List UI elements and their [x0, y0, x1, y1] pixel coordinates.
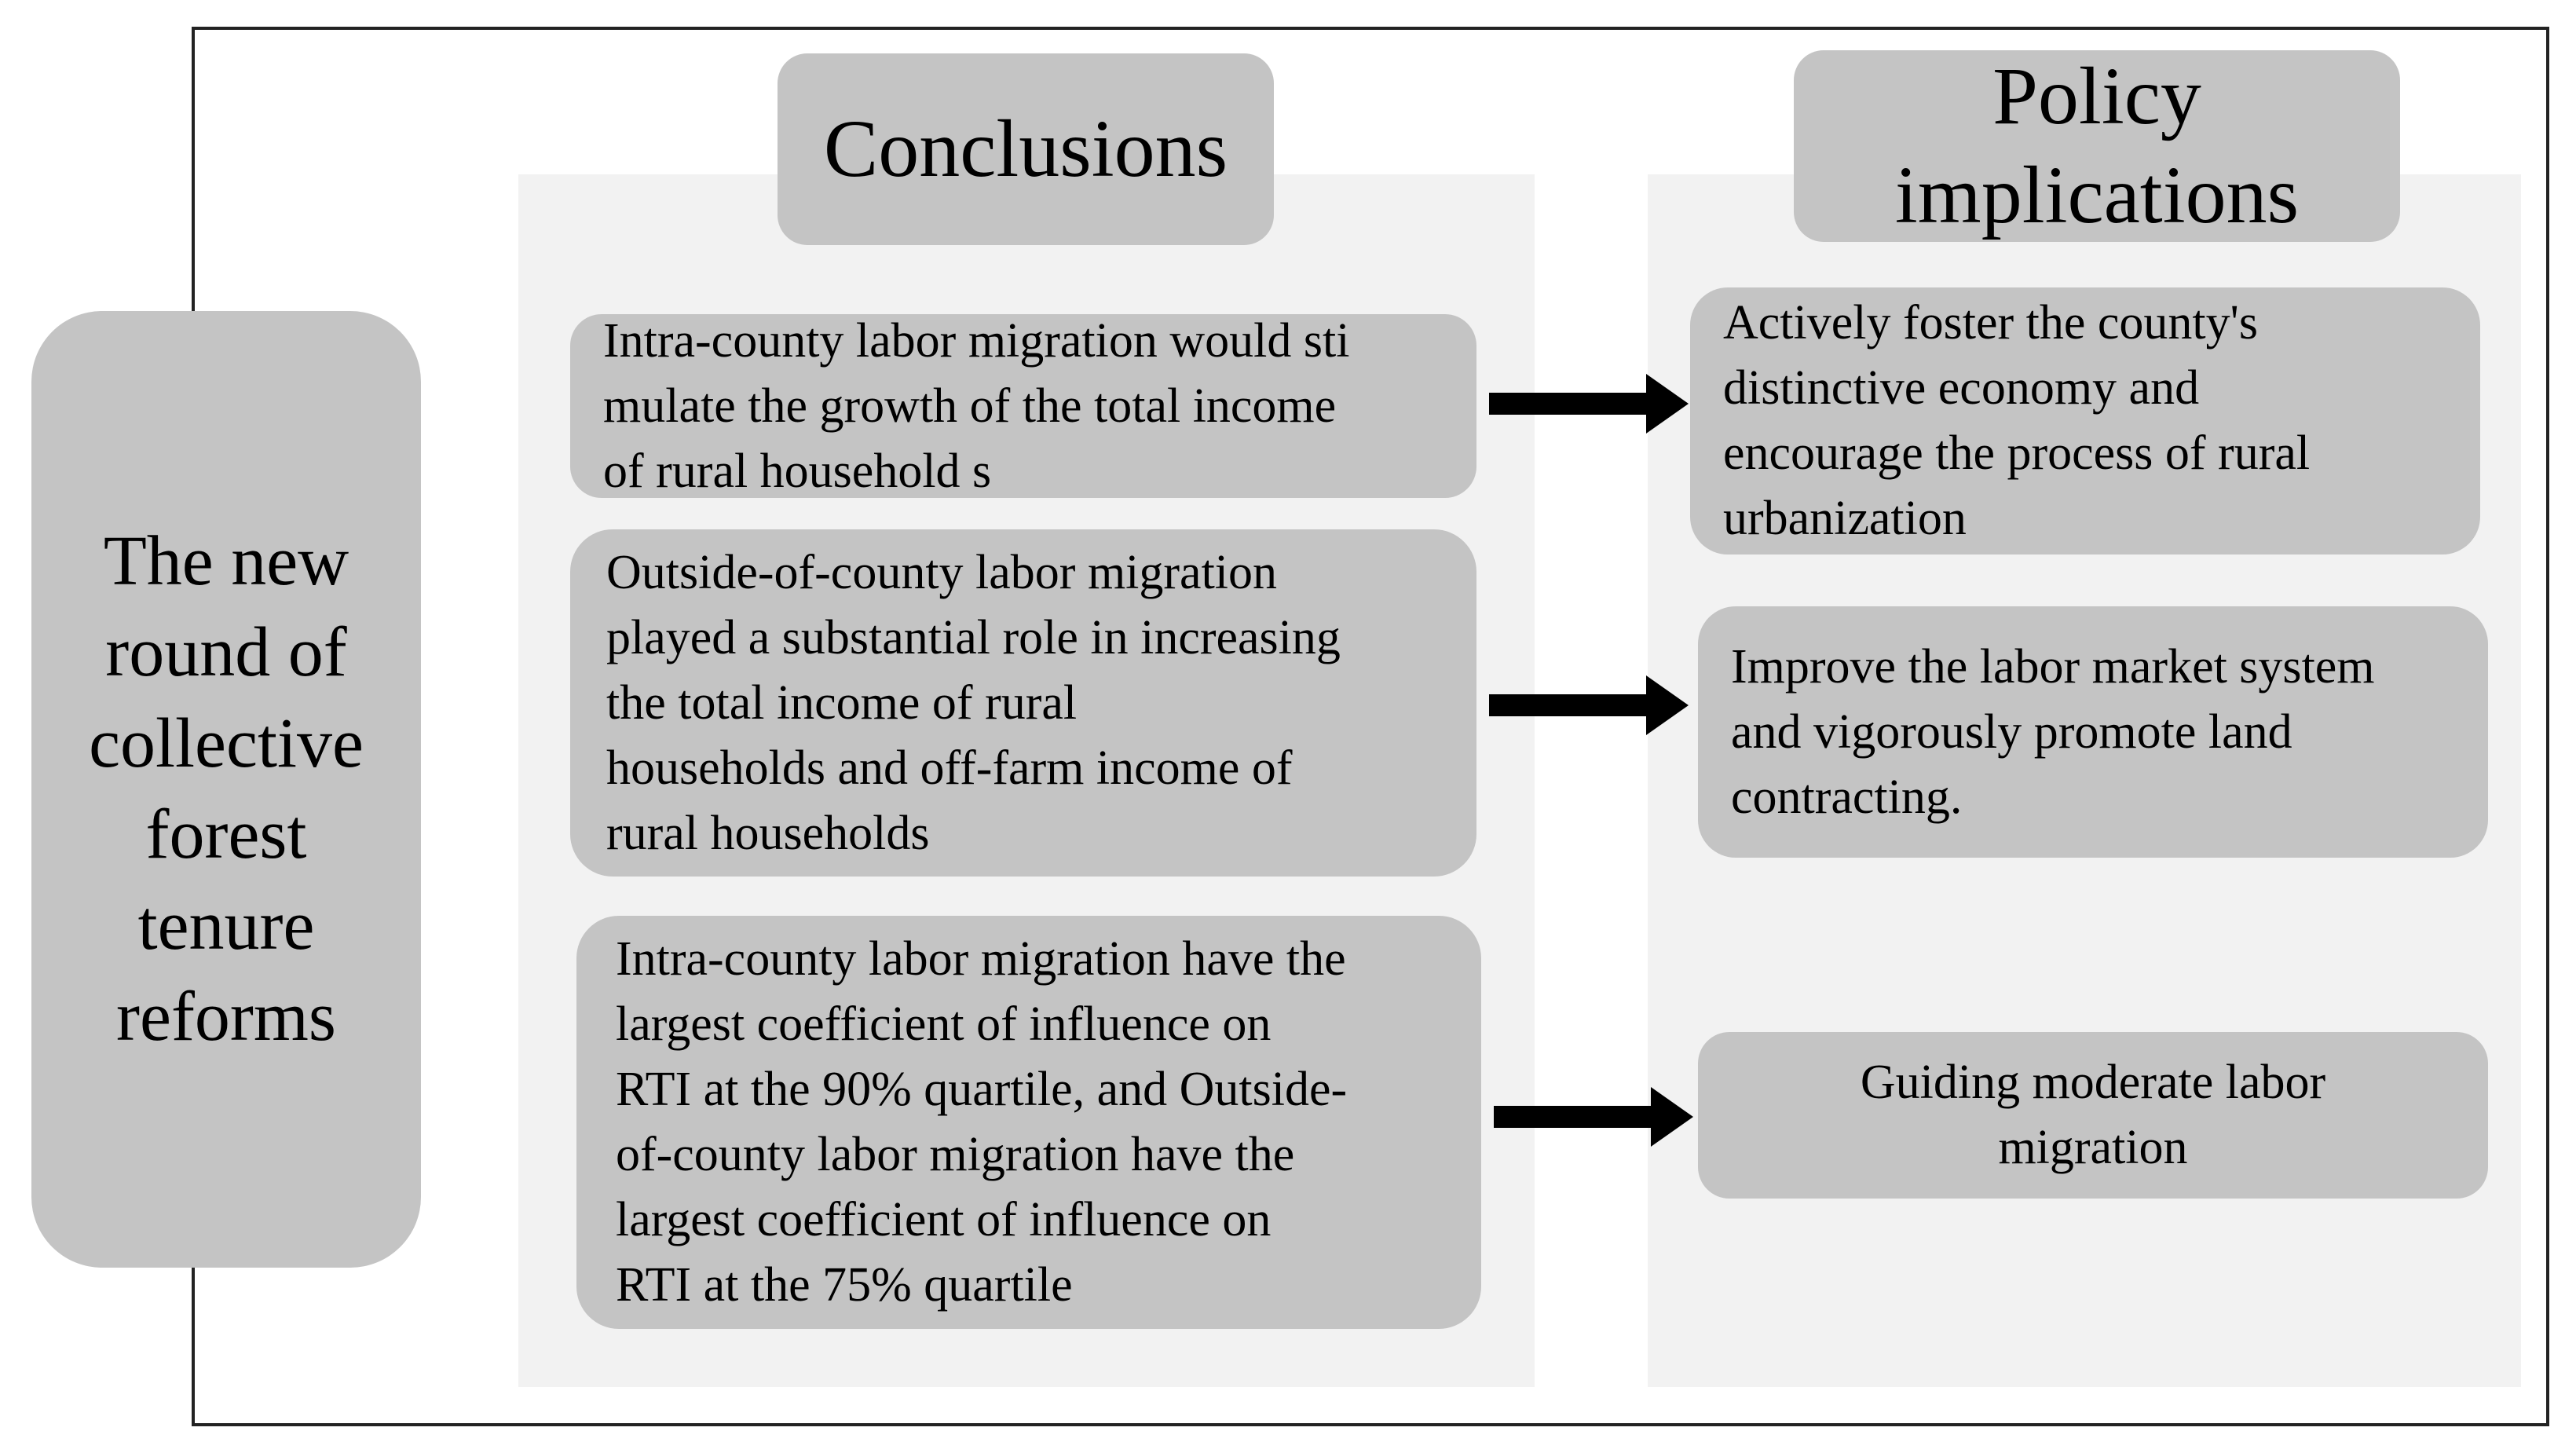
conclusion-text-2: Outside-of-county labor migration played a substantial role in increasing the total income of rural households and off-farm income of rural households: [606, 545, 1341, 860]
conclusion-box-3: [576, 916, 1481, 1329]
policy-heading: Policy implications: [1894, 51, 2300, 240]
policy-text-2: Improve the labor market system and vigorously promote land contracting.: [1731, 639, 2375, 824]
policy-text-3: Guiding moderate labor migration: [1860, 1056, 2326, 1174]
conclusion-box-2: [570, 529, 1476, 877]
policy-box-3: [1698, 1032, 2488, 1199]
conclusions-heading-box: [778, 53, 1274, 245]
reform-label: The new round of collective forest tenure reforms: [89, 522, 364, 1056]
policy-box-1: [1690, 287, 2480, 554]
arrow-right-icon: [1489, 675, 1689, 735]
conclusions-heading: Conclusions: [823, 104, 1228, 194]
conclusion-text-3: Intra-county labor migration have the largest coefficient of influence on RTI at the 90% quartile, and Outside- of-county labor migration have the largest coefficient of influence on RTI at the 75% quartile: [616, 932, 1348, 1312]
policy-box-2: [1698, 606, 2488, 858]
conclusion-text-1: Intra-county labor migration would sti mulate the growth of the total income of rural household s: [603, 313, 1350, 498]
reform-label-box: [31, 311, 421, 1268]
conclusion-box-1: [570, 314, 1476, 498]
policy-text-1: Actively foster the county's distinctive economy and encourage the process of rural urbanization: [1723, 296, 2311, 545]
arrow-right-icon: [1494, 1087, 1693, 1147]
arrow-right-icon: [1489, 374, 1689, 434]
policy-heading-box: [1794, 50, 2400, 242]
